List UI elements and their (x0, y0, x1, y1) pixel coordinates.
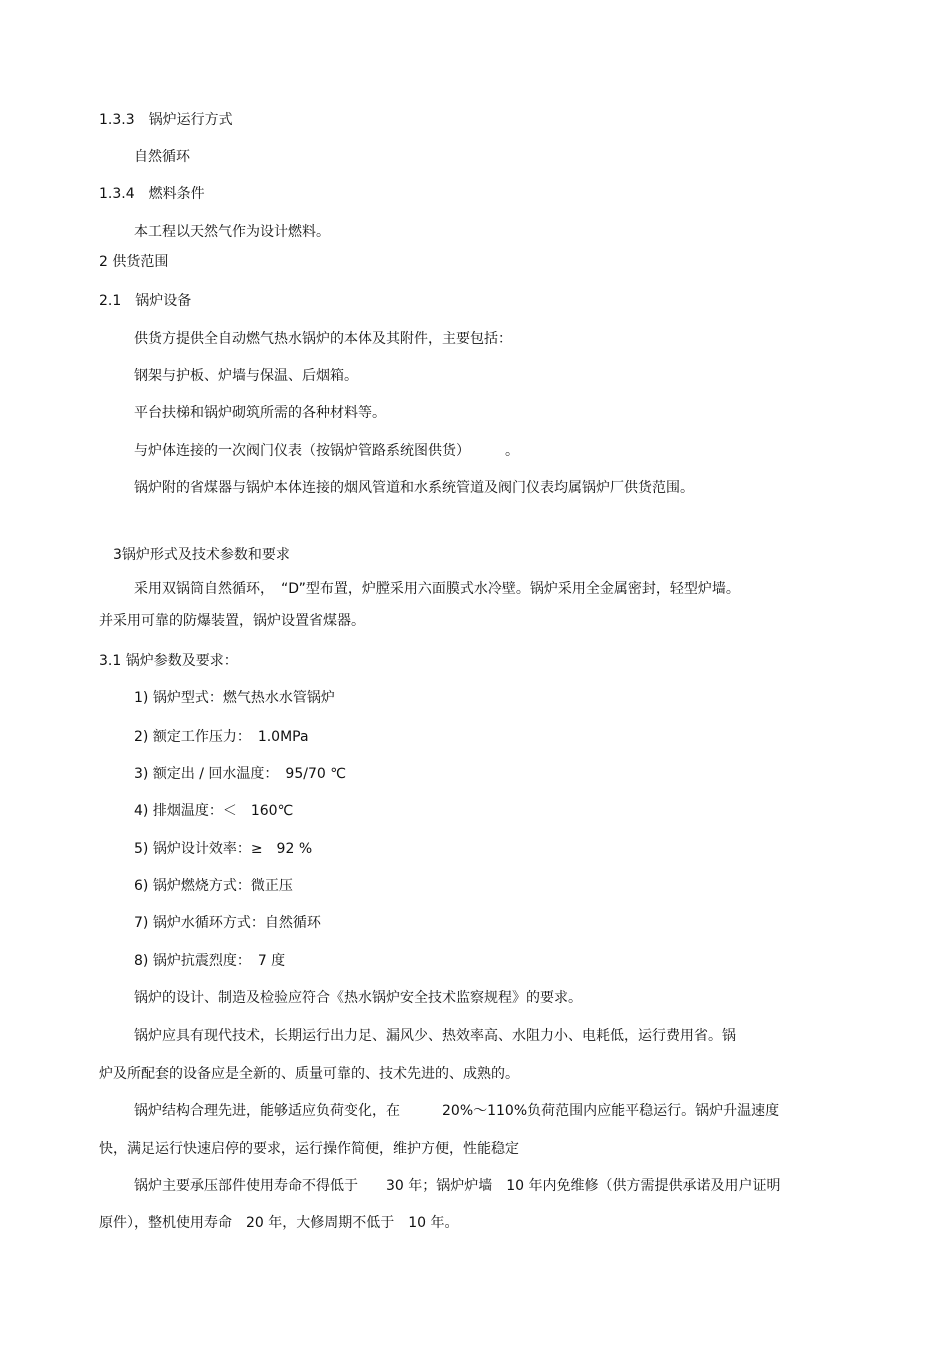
paragraph-continuation: 炉及所配套的设备应是全新的、质量可靠的、技术先进的、成熟的。 (99, 1066, 519, 1082)
heading-1-3-3: 1.3.3 锅炉运行方式 (99, 112, 233, 128)
paragraph: 锅炉附的省煤器与锅炉本体连接的烟风管道和水系统管道及阀门仪表均属锅炉厂供货范围。 (134, 480, 694, 496)
paragraph: 与炉体连接的一次阀门仪表（按锅炉管路系统图供货） 。 (134, 443, 519, 459)
paragraph: 供货方提供全自动燃气热水锅炉的本体及其附件，主要包括： (134, 331, 512, 347)
paragraph: 钢架与护板、炉墙与保温、后烟箱。 (134, 368, 358, 384)
list-item: 2) 额定工作压力： 1.0MPa (134, 729, 309, 745)
paragraph: 锅炉应具有现代技术，长期运行出力足、漏风少、热效率高、水阻力小、电耗低，运行费用省。锅 (134, 1028, 736, 1044)
list-item: 4) 排烟温度：＜ 160℃ (134, 803, 294, 819)
heading-3-1: 3.1 锅炉参数及要求： (99, 653, 238, 669)
paragraph: 本工程以天然气作为设计燃料。 (134, 224, 330, 240)
paragraph-continuation: 快，满足运行快速启停的要求，运行操作简便，维护方便，性能稳定 (99, 1141, 519, 1157)
list-item: 6) 锅炉燃烧方式：微正压 (134, 878, 293, 894)
list-item: 3) 额定出 / 回水温度： 95/70 ℃ (134, 766, 346, 782)
paragraph: 采用双锅筒自然循环， “D”型布置，炉膛采用六面膜式水冷壁。锅炉采用全金属密封，轻型炉墙。 (134, 581, 740, 597)
list-item: 5) 锅炉设计效率：≥ 92 % (134, 841, 313, 857)
heading-3: 3锅炉形式及技术参数和要求 (113, 547, 290, 563)
paragraph: 平台扶梯和锅炉砌筑所需的各种材料等。 (134, 405, 386, 421)
paragraph-continuation: 并采用可靠的防爆装置，锅炉设置省煤器。 (99, 613, 365, 629)
paragraph-continuation: 原件），整机使用寿命 20 年，大修周期不低于 10 年。 (99, 1215, 459, 1231)
list-item: 7) 锅炉水循环方式：自然循环 (134, 915, 321, 931)
paragraph: 锅炉结构合理先进，能够适应负荷变化，在 20%～110%负荷范围内应能平稳运行。锅炉升温速度 (134, 1103, 780, 1119)
paragraph: 锅炉的设计、制造及检验应符合《热水锅炉安全技术监察规程》的要求。 (134, 990, 582, 1006)
list-item: 1) 锅炉型式：燃气热水水管锅炉 (134, 690, 335, 706)
list-item: 8) 锅炉抗震烈度： 7 度 (134, 953, 286, 969)
heading-2-1: 2.1 锅炉设备 (99, 293, 192, 309)
heading-2: 2 供货范围 (99, 254, 169, 270)
heading-1-3-4: 1.3.4 燃料条件 (99, 186, 205, 202)
paragraph: 锅炉主要承压部件使用寿命不得低于 30 年；锅炉炉墙 10 年内免维修（供方需提供承诺及用户证明 (134, 1178, 781, 1194)
paragraph: 自然循环 (134, 149, 190, 165)
